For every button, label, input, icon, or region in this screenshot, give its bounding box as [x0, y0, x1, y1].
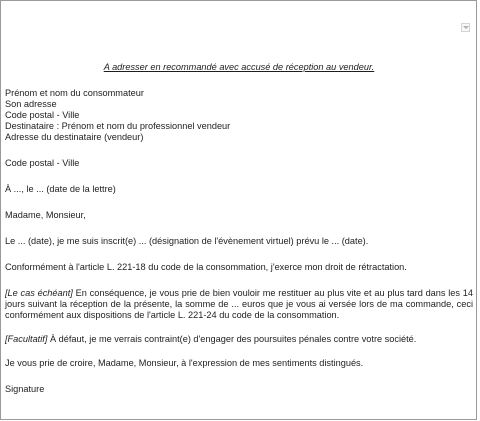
optional-paragraph — [5, 334, 473, 345]
date-line: À ..., le ... (date de la lettre) — [5, 184, 116, 194]
signature: Signature — [5, 384, 45, 394]
refund-text: En conséquence, je vous prie de bien vouloir me restituer au plus vite et au plus tard dans les 14 jours suivant la réception de la présente, la somme de ... euros que je vous ai versée lors de ma commande, ceci conformément aux dispositions de l'article L. 221-24 du code de la consommation. — [5, 288, 473, 320]
salutation: Madame, Monsieur, — [5, 210, 86, 220]
recipient-name: Destinataire : Prénom et nom du professionnel vendeur — [5, 121, 231, 131]
recipient-postal-city: Code postal - Ville — [5, 158, 80, 168]
registration-paragraph: Le ... (date), je me suis inscrit(e) ... (désignation de l'évènement virtuel) prévu le ... (date). — [5, 236, 369, 246]
recipient-address: Adresse du destinataire (vendeur) — [5, 132, 144, 142]
letter-body — [5, 62, 473, 395]
refund-tag: [Le cas échéant] — [5, 288, 73, 298]
sender-block — [5, 88, 473, 143]
dropdown-arrow-icon[interactable] — [461, 23, 470, 32]
consumer-postal-city: Code postal - Ville — [5, 110, 80, 120]
withdrawal-paragraph: Conformément à l'article L. 221-18 du code de la consommation, j'exerce mon droit de rétractation. — [5, 262, 407, 272]
closing-paragraph: Je vous prie de croire, Madame, Monsieur, à l'expression de mes sentiments distingués. — [5, 358, 364, 368]
consumer-name: Prénom et nom du consommateur — [5, 88, 144, 98]
refund-paragraph — [5, 288, 473, 321]
optional-tag: [Facultatif] — [5, 334, 48, 344]
optional-text: À défaut, je me verrais contraint(e) d'engager des poursuites pénales contre votre société. — [47, 334, 417, 344]
consumer-address: Son adresse — [5, 99, 57, 109]
letter-heading: A adresser en recommandé avec accusé de réception au vendeur. — [103, 62, 375, 72]
